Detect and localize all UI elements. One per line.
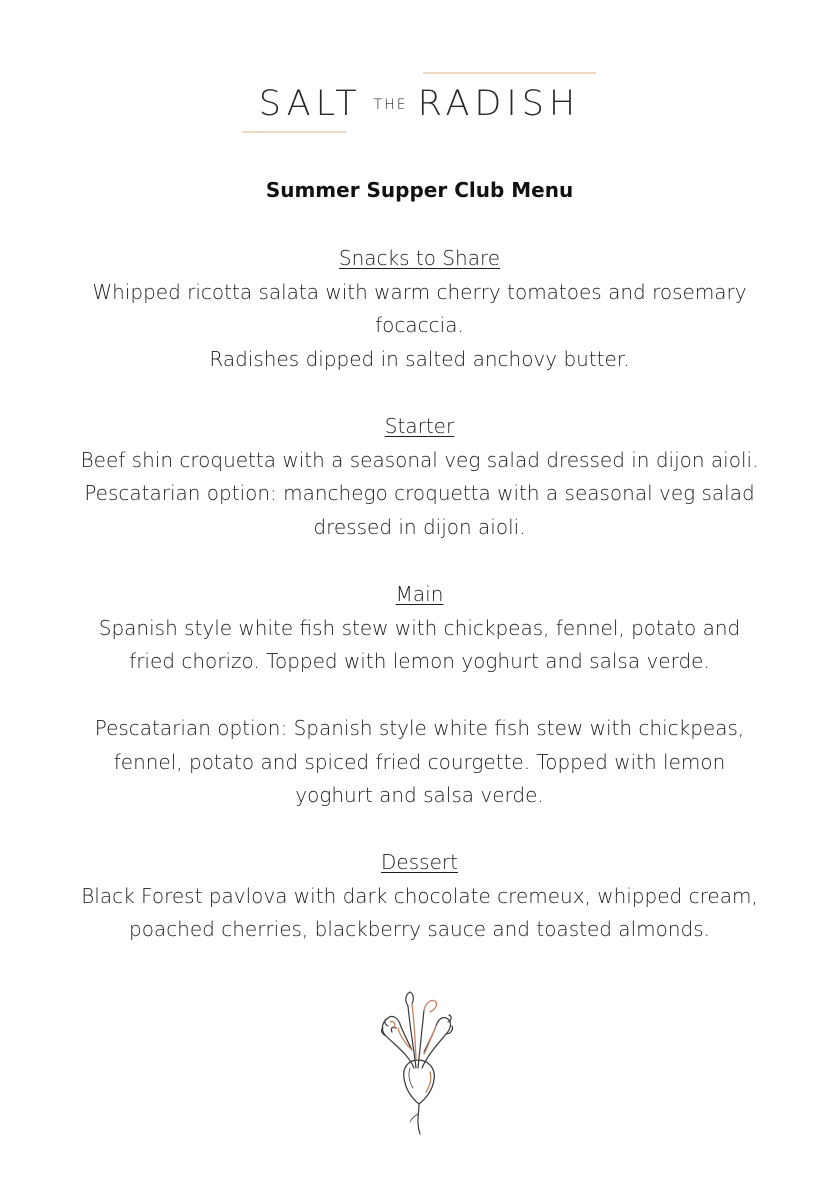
spacer xyxy=(60,679,779,713)
menu-line: dressed in dijon aioli. xyxy=(313,514,526,539)
menu-title: Summer Supper Club Menu xyxy=(265,178,574,202)
menu-line: Pescatarian option: manchego croquetta with a seasonal veg salad xyxy=(84,481,755,505)
menu-line: yoghurt and salsa verde. xyxy=(295,783,544,807)
section-main xyxy=(60,578,779,813)
section-heading-snacks: Snacks to Share xyxy=(338,246,501,270)
section-heading-starter: Starter xyxy=(384,414,455,438)
section-starter xyxy=(60,410,779,544)
section-heading-dessert: Dessert xyxy=(381,850,458,874)
menu-line: Whipped ricotta salata with warm cherry tomatoes and rosemary xyxy=(92,279,747,304)
logo-word-salt: SALT xyxy=(258,84,362,124)
logo-accent-line-top xyxy=(423,72,596,74)
menu-line: focaccia. xyxy=(375,313,464,337)
menu-line: Radishes dipped in salted anchovy butter. xyxy=(209,346,630,371)
menu-line: Beef shin croquetta with a seasonal veg salad dressed in dijon aioli. xyxy=(80,447,759,472)
radish-illustration-icon xyxy=(372,988,464,1136)
menu-line: Pescatarian option: Spanish style white fish stew with chickpeas, xyxy=(94,716,745,740)
logo-accent-line-bottom xyxy=(242,131,346,133)
logo-word-the: THE xyxy=(373,97,408,113)
menu-line: Black Forest pavlova with dark chocolate cremeux, whipped cream, xyxy=(81,883,758,908)
section-heading-main: Main xyxy=(395,582,444,606)
menu-line: poached cherries, blackberry sauce and toasted almonds. xyxy=(129,917,710,941)
menu-line: Spanish style white fish stew with chickpeas, fennel, potato and xyxy=(98,615,741,640)
menu-line: fennel, potato and spiced fried courgette. Topped with lemon xyxy=(113,749,726,774)
section-dessert xyxy=(60,846,779,947)
brand-logo xyxy=(0,70,839,138)
logo-word-radish: RADISH xyxy=(417,84,581,124)
section-snacks xyxy=(60,242,779,376)
menu-line: fried chorizo. Topped with lemon yoghurt and salsa verde. xyxy=(129,649,710,673)
logo-text xyxy=(0,84,839,124)
